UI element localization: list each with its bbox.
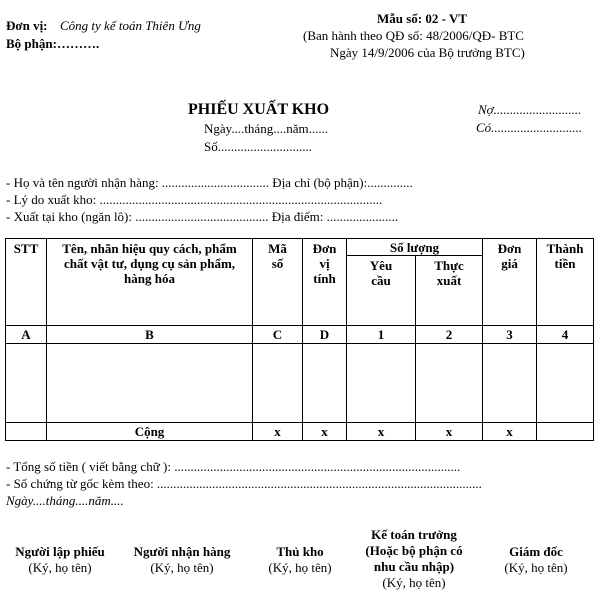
footer-date: Ngày....tháng....năm.... (6, 493, 124, 508)
col-label: 3 (483, 326, 537, 344)
col-label: C (253, 326, 303, 344)
col-label: 4 (537, 326, 594, 344)
goods-table (5, 238, 594, 441)
decree-line-2: Ngày 14/9/2006 của Bộ trưởng BTC) (330, 45, 525, 60)
unit-label: Đơn vị: (6, 18, 48, 33)
form-number: Mẫu số: 02 - VT (377, 11, 468, 26)
header-code: Mã số (253, 239, 303, 326)
decree-line-1: (Ban hành theo QĐ số: 48/2006/QĐ- BTC (303, 28, 524, 43)
col-label: 2 (416, 326, 483, 344)
header-qty-requested: Yêu cầu (347, 256, 416, 326)
header-amount: Thành tiền (537, 239, 594, 326)
unit-value: Công ty kế toán Thiên Ưng (60, 18, 201, 33)
header-item-name: Tên, nhãn hiệu quy cách, phẩm chất vật tư, dụng cụ sản phẩm, hàng hóa (47, 239, 253, 326)
header-stt: STT (6, 239, 47, 326)
table-row (6, 344, 594, 423)
signature-storekeeper: Thủ kho (Ký, họ tên) (268, 544, 332, 575)
total-mark: x (303, 423, 347, 441)
total-mark: x (253, 423, 303, 441)
receiver-field: - Họ và tên người nhận hàng: ................................. Địa chỉ (bộ phận):.............. (6, 175, 413, 190)
document-date: Ngày....tháng....năm...... (204, 121, 329, 136)
total-in-words: - Tổng số tiền ( viết bằng chữ ): ........................................................................................ (6, 459, 461, 474)
total-label: Cộng (47, 423, 253, 441)
header-unit: Đơn vị tính (303, 239, 347, 326)
debit-account: Nợ........................... (478, 102, 582, 117)
credit-account: Có............................ (476, 120, 583, 135)
department-label: Bộ phận:………. (6, 36, 100, 51)
total-row (6, 423, 594, 441)
signature-director: Giám đốc (Ký, họ tên) (504, 544, 568, 575)
header-unit-price: Đơn giá (483, 239, 537, 326)
signature-preparer: Người lập phiếu (Ký, họ tên) (15, 544, 105, 575)
header-qty-actual: Thực xuất (416, 256, 483, 326)
total-mark: x (347, 423, 416, 441)
col-label: 1 (347, 326, 416, 344)
col-label: A (6, 326, 47, 344)
total-mark: x (483, 423, 537, 441)
document-number: Số............................. (204, 139, 312, 154)
document-title: PHIẾU XUẤT KHO (188, 101, 330, 118)
total-mark: x (416, 423, 483, 441)
col-label: B (47, 326, 253, 344)
warehouse-field: - Xuất tại kho (ngăn lô): ......................................... Địa điểm: ...................... (6, 209, 399, 224)
column-label-row (6, 326, 594, 344)
reason-field: - Lý do xuất kho: ....................................................................................... (6, 192, 383, 207)
attached-documents: - Số chứng từ gốc kèm theo: .................................................................................................... (6, 476, 482, 491)
header-quantity: Số lượng (347, 239, 483, 256)
signature-receiver: Người nhận hàng (Ký, họ tên) (133, 544, 231, 575)
signature-chief-accountant: Kế toán trưởng (Hoặc bộ phận có nhu cầu nhập) (Ký, họ tên) (365, 527, 463, 590)
col-label: D (303, 326, 347, 344)
